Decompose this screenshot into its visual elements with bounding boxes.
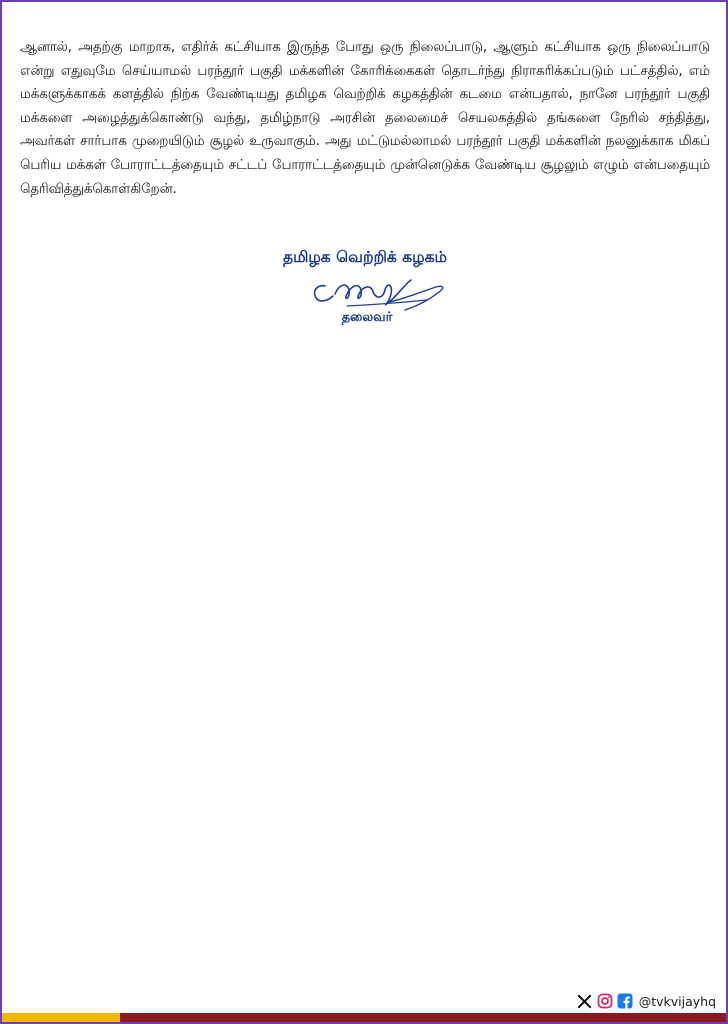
- facebook-icon[interactable]: [617, 993, 633, 1009]
- signature-block: [252, 248, 482, 326]
- handwritten-signature: [277, 272, 457, 314]
- x-icon[interactable]: [577, 993, 593, 1009]
- social-handle[interactable]: @tvkvijayhq: [638, 993, 716, 1009]
- signatory-role: தலைவர்: [341, 310, 393, 325]
- organization-name: தமிழக வெற்றிக் கழகம்: [282, 248, 447, 266]
- footer-color-bar: [2, 1013, 726, 1022]
- footer-bar-yellow: [2, 1013, 120, 1022]
- instagram-icon[interactable]: [597, 993, 613, 1009]
- footer-bar-maroon: [120, 1013, 726, 1022]
- letter-body-paragraph: ஆனால், அதற்கு மாறாக, எதிர்க் கட்சியாக இருந்த போது ஒரு நிலைப்பாடு, ஆளும் கட்சியாக ஒரு நிலைப்பாடு என்று எதுவுமே செய்யாமல் பரந்தூர் பகுதி மக்களின் கோரிக்கைகள் தொடர்ந்து நிராகரிக்கப்படும் பட்சத்தில், எம் மக்களுக்காகக் களத்தில் நிற்க வேண்டியது தமிழக வெற்றிக் கழகத்தின் கடமை என்பதால், நானே பரந்தூர் பகுதி மக்களை அழைத்துக்கொண்டு வந்து, தமிழ்நாடு அரசின் தலைமைச் செயலகத்தில் தங்களை நேரில் சந்தித்து, அவர்கள் சார்பாக முறையிடும் சூழல் உருவாகும். அது மட்டுமல்லாமல் பரந்தூர் பகுதி மக்களின் நலனுக்காக மிகப் பெரிய மக்கள் போராட்டத்தையும் சட்டப் போராட்டத்தையும் முன்னெடுக்க வேண்டிய சூழலும் எழும் என்பதையும் தெரிவித்துக்கொள்கிறேன்.: [20, 40, 710, 197]
- social-media-footer: [577, 991, 716, 1011]
